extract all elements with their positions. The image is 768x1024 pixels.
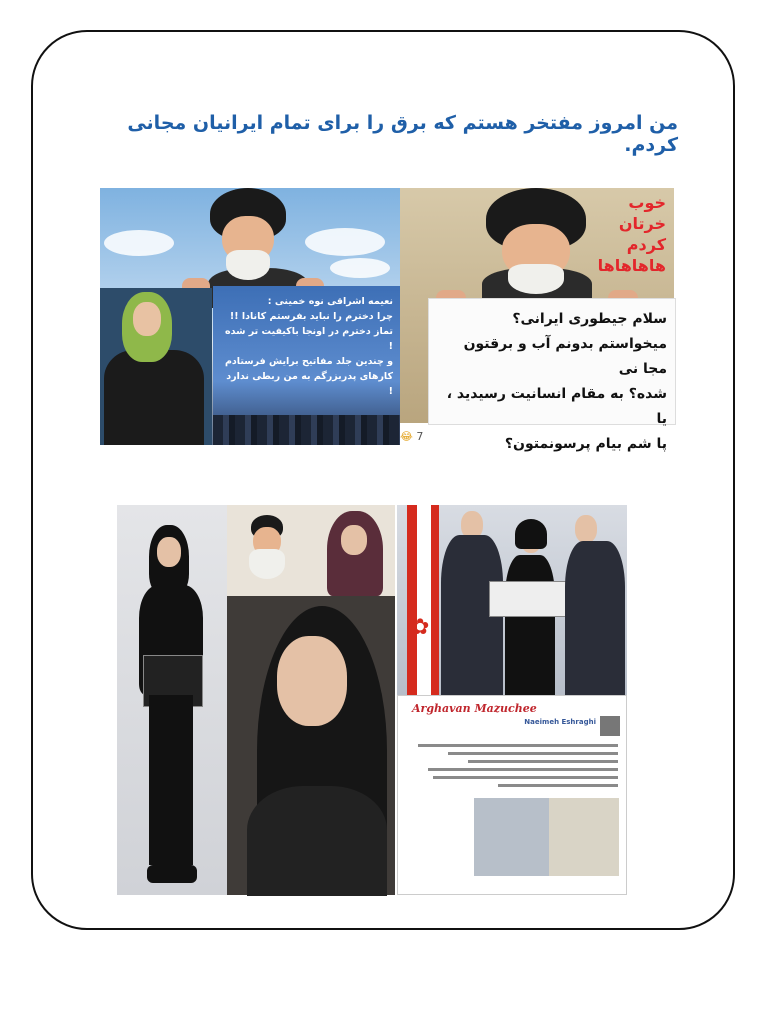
corner-text: خوب خرتان کردم هاهاهاها [597, 193, 666, 275]
meme-left-image [100, 188, 400, 445]
post-photo-ceremony [474, 798, 549, 876]
reaction-bar[interactable] [400, 430, 423, 443]
white-sign-text: سلام جیطوری ایرانی؟ میخواستم بدونم آب و برقتون مجا نی شده؟ به مقام انسانیت رسیدید ، یا پا شم بیام پرسونمتون؟ [446, 311, 667, 452]
post-title: Arghavan Mazuchee [412, 702, 537, 715]
author-avatar [600, 716, 620, 736]
author-name: Naeimeh Eshraghi [524, 718, 596, 726]
reaction-count: 7 [416, 430, 424, 443]
photo-award-ceremony: ✿ [397, 505, 627, 695]
woman-photo [100, 288, 212, 445]
photo-woman-smiling [227, 596, 395, 895]
post-photo-group [549, 798, 619, 876]
photo-woman-standing [117, 505, 227, 895]
blue-sign-text: نعیمه اشراقی نوه خمینی : چرا دخترم را نباید بفرستم کانادا !! تماز دخترم در اونجا باکیفیت تر شده ! و چندین جلد مفاتیح برایش فرستادم کارهای پدربزرگم به من ربطی ندارد ! [224, 296, 393, 397]
blue-sign [213, 286, 400, 445]
emoji-reaction-icon: 😂 [400, 430, 413, 443]
headline: من امروز مفتخر هستم که برق را برای تمام ایرانیان مجانی کردم. [127, 112, 678, 156]
facebook-post-screenshot [397, 695, 627, 895]
photo-old-man-and-woman [227, 505, 395, 596]
meme-right-image [400, 188, 674, 452]
white-sign [428, 298, 676, 452]
